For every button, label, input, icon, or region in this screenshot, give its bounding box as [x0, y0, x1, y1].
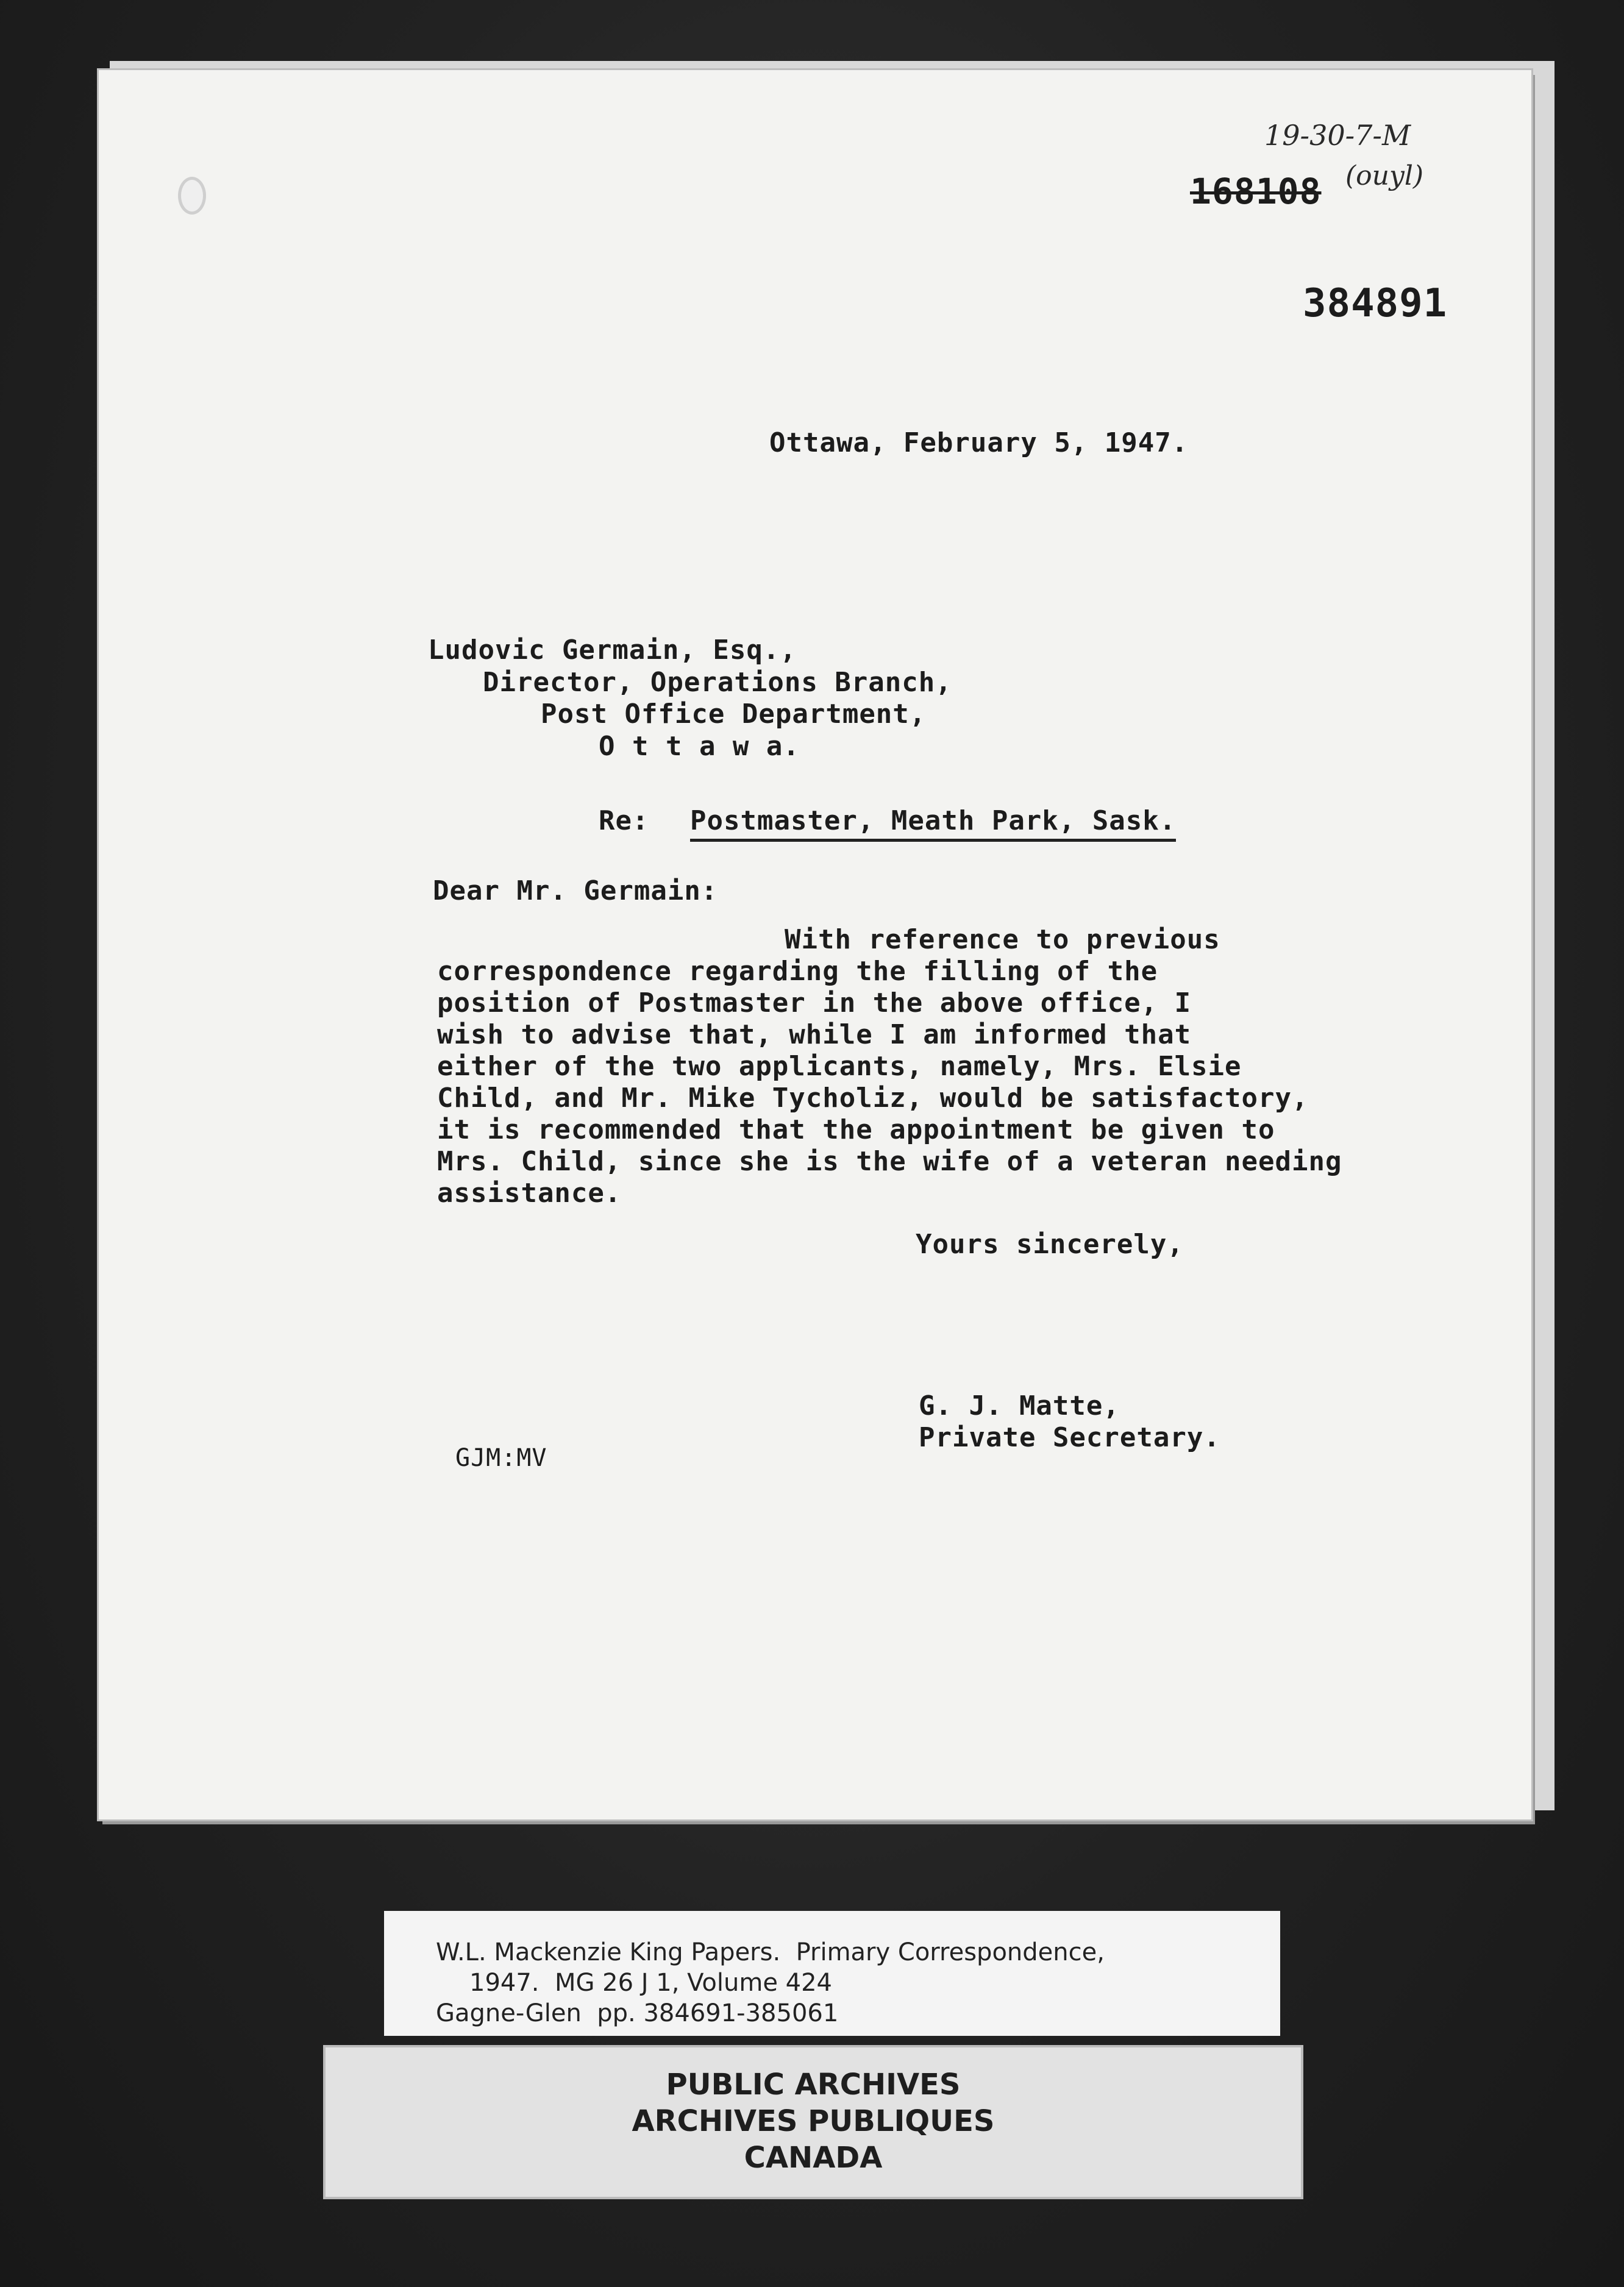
body-line: correspondence regarding the filling of the: [437, 956, 1158, 987]
salutation: Dear Mr. Germain:: [433, 875, 718, 906]
archive-reference-card: [384, 1911, 1280, 2036]
body-line: Mrs. Child, since she is the wife of a veteran needing: [437, 1146, 1342, 1177]
punch-hole: [178, 177, 206, 215]
body-line: With reference to previous: [785, 924, 1220, 955]
re-subject: Postmaster, Meath Park, Sask.: [690, 805, 1176, 842]
letter-page: [99, 70, 1531, 1819]
archive-line: W.L. Mackenzie King Papers. Primary Correspondence,: [436, 1938, 1105, 1966]
addressee-line: Director, Operations Branch,: [483, 667, 952, 698]
stamp-line: ARCHIVES PUBLIQUES: [632, 2104, 995, 2138]
signer-name: G. J. Matte,: [919, 1390, 1120, 1421]
stamp-line: PUBLIC ARCHIVES: [666, 2068, 961, 2102]
archives-stamp: [323, 2045, 1303, 2199]
body-line: position of Postmaster in the above office, I: [437, 987, 1192, 1019]
bracket-note: (ouyl): [1345, 160, 1424, 191]
signer-title: Private Secretary.: [919, 1422, 1220, 1453]
old-document-number: 168108: [1190, 171, 1322, 212]
archive-line: Gagne-Glen pp. 384691-385061: [436, 1999, 839, 2027]
typist-initials: GJM:MV: [455, 1444, 547, 1472]
addressee-line: Post Office Department,: [541, 699, 927, 730]
re-label: Re:: [599, 805, 649, 836]
body-line: it is recommended that the appointment be given to: [437, 1114, 1275, 1145]
body-line: Child, and Mr. Mike Tycholiz, would be satisfactory,: [437, 1083, 1309, 1114]
addressee-line: O t t a w a.: [599, 731, 800, 762]
addressee-line: Ludovic Germain, Esq.,: [428, 635, 797, 666]
closing: Yours sincerely,: [916, 1229, 1184, 1260]
archive-line: 1947. MG 26 J 1, Volume 424: [469, 1969, 832, 1997]
stamp-line: CANADA: [744, 2141, 883, 2175]
body-line: either of the two applicants, namely, Mrs. Elsie: [437, 1051, 1242, 1082]
dateline: Ottawa, February 5, 1947.: [769, 427, 1189, 458]
body-line: assistance.: [437, 1178, 622, 1209]
file-reference: 19-30-7-M: [1264, 119, 1411, 152]
document-number: 384891: [1303, 281, 1448, 326]
body-line: wish to advise that, while I am informed that: [437, 1019, 1192, 1050]
